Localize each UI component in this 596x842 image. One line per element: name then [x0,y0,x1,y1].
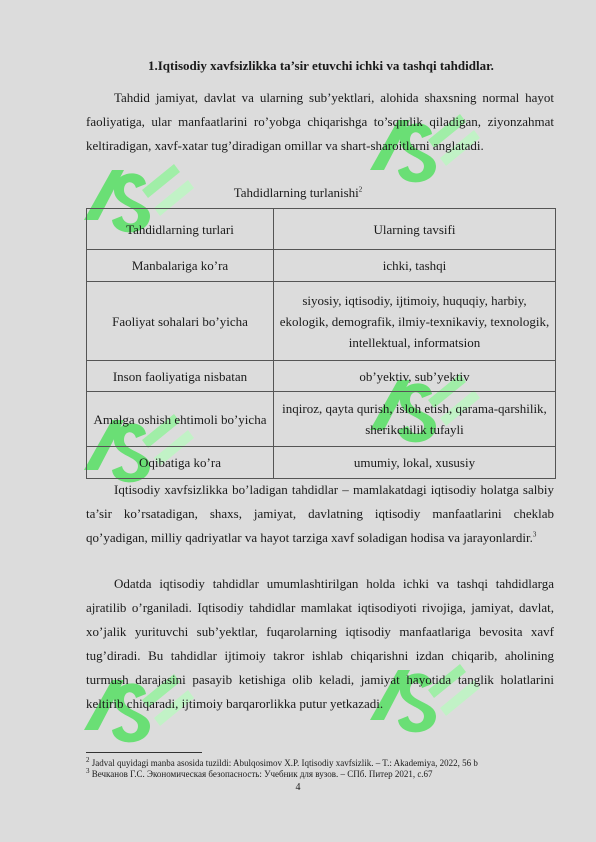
table-cell-desc: inqiroz, qayta qurish, isloh etish, qarama-qarshilik, sherikchilik tufayli [274,392,556,447]
table-row [87,392,556,447]
page-number: 4 [295,782,301,793]
table-caption-text: Tahdidlarning turlanishi [233,185,359,200]
footnote-text: Вечканов Г.С. Экономическая безопасность: Учебник для вузов. – СПб. Питер 2021, с.67 [91,769,433,779]
footnote-ref: 2 [358,185,363,194]
table-cell-desc: umumiy, lokal, xususiy [274,447,556,479]
table-cell-desc: ichki, tashqi [274,250,556,282]
table-row [87,250,556,282]
table-cell-type: Amalga oshish ehtimoli bo’yicha [87,392,274,447]
footnote-ref: 3 [532,530,537,539]
table-cell-desc: siyosiy, iqtisodiy, ijtimoiy, huquqiy, harbiy, ekologik, demografik, ilmiy-texnikaviy, texnologik, intellektual, informatsion [274,282,556,361]
paragraph-definition: Tahdid jamiyat, davlat va ularning sub’yektlari, alohida shaxsning normal hayot faoliyatiga, ular manfaatlarini ro’yobga chiqarishga to’sqinlik qiladigan, ziyonzahmat keltiradigan, xavf-xatar tug’diradigan omillar va shart-sharoitlarni anglatadi. [86,90,554,153]
footnote-number: 2 [86,756,90,764]
paragraph-economic-threats [86,478,554,550]
table-header-row [87,209,556,250]
table-cell-type: Manbalariga ko’ra [87,250,274,282]
footnote-separator [86,752,202,753]
table-cell-type: Inson faoliyatiga nisbatan [87,361,274,392]
table-row [87,361,556,392]
footnote [86,769,433,780]
table-cell-desc: ob’yektiv, sub’yektiv [274,361,556,392]
footnote [86,758,478,769]
footnote-text: Jadval quyidagi manba asosida tuzildi: Abulqosimov X.P. Iqtisodiy xavfsizlik. – T.: Akademiya, 2022, 56 b [91,758,478,768]
table-row [87,447,556,479]
table-cell-type: Oqibatiga ko’ra [87,447,274,479]
threat-types-table [86,208,556,479]
footnote-number: 3 [86,767,90,775]
paragraph-text: Iqtisodiy xavfsizlikka bo’ladigan tahdidlar – mamlakatdagi iqtisodiy holatga salbiy ta’sir ko’rsatadigan, shaxs, jamiyat, davlatning iqtisodiy manfaatlarini cheklab qo’yadigan, milliy qadriyatlar va hayot tarziga xavf soladigan hodisa va jarayonlardir. [86,482,554,545]
table-caption [0,185,596,201]
table-header-cell: Tahdidlarning turlari [87,209,274,250]
table-row [87,282,556,361]
section-heading: 1.Iqtisodiy xavfsizlikka ta’sir etuvchi ichki va tashqi tahdidlar. [148,58,494,73]
table-header-cell: Ularning tavsifi [274,209,556,250]
paragraph-classification: Odatda iqtisodiy tahdidlar umumlashtirilgan holda ichki va tashqi tahdidlarga ajratilib o’rganiladi. Iqtisodiy tahdidlar mamlakat iqtisodiyoti rivojiga, jamiyat, davlat, xo’jalik yurituvchi sub’yektlar, fuqarolarning iqtisodiy manfaatlariga bevosita xavf tug’diradi. Bu tahdidlar ijtimoiy takror ishlab chiqarishni izdan chiqarib, aholining turmush darajasini pasayib ketishiga olib keladi, jamiyat hayotida tanglik holatlarini keltirib chiqaradi, ijtimoiy barqarorlikka putur yetkazadi. [86,576,554,711]
table-cell-type: Faoliyat sohalari bo’yicha [87,282,274,361]
